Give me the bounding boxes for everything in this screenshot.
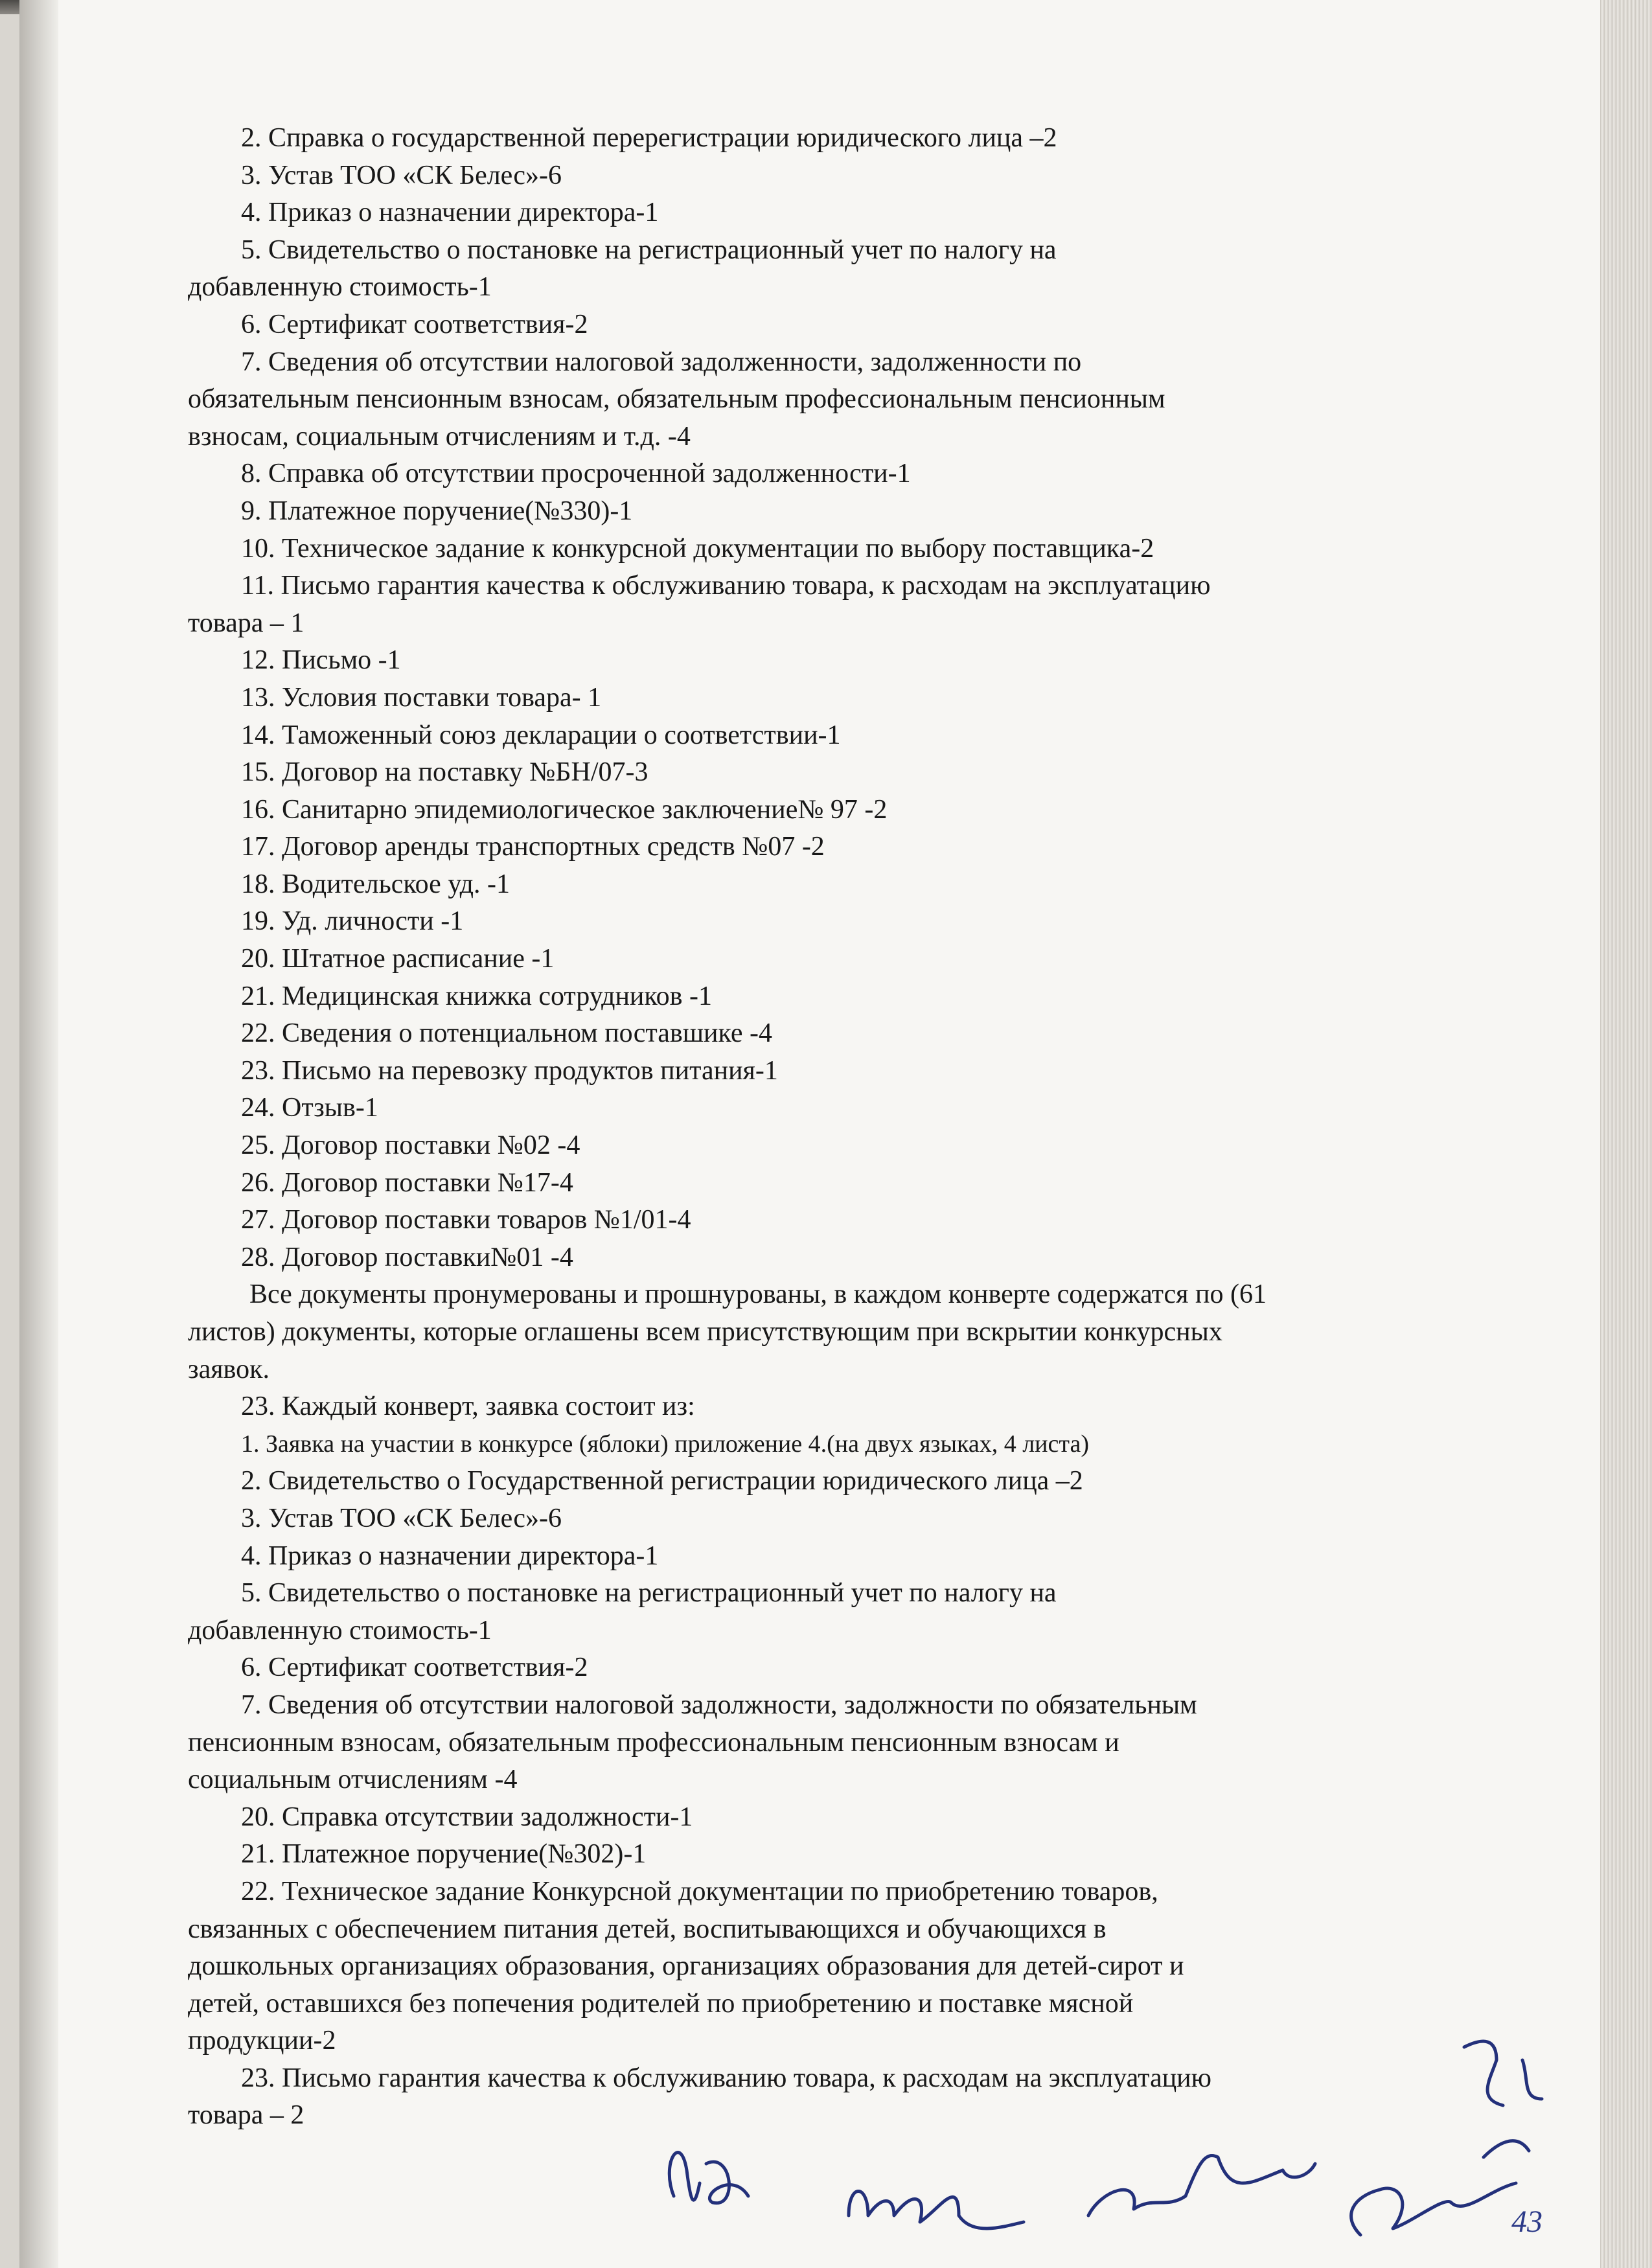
document-line: пенсионным взносам, обязательным профессиональным пенсионным взносам и bbox=[188, 1727, 1119, 1758]
document-line: связанных с обеспечением питания детей, воспитывающихся и обучающихся в bbox=[188, 1914, 1107, 1944]
document-line: 28. Договор поставки№01 -4 bbox=[241, 1242, 573, 1272]
document-line: 21. Медицинская книжка сотрудников -1 bbox=[241, 981, 712, 1011]
document-line: 22. Техническое задание Конкурсной документации по приобретению товаров, bbox=[241, 1876, 1158, 1907]
document-line: детей, оставшихся без попечения родителей по приобретению и поставке мясной bbox=[188, 1988, 1134, 2019]
signature-5 bbox=[1464, 2041, 1542, 2105]
document-line: товара – 2 bbox=[188, 2100, 304, 2131]
document-line: 12. Письмо -1 bbox=[241, 645, 401, 676]
document-line: 6. Сертификат соответствия-2 bbox=[241, 1653, 588, 1683]
document-line: 3. Устав ТОО «СК Белес»-6 bbox=[241, 1503, 562, 1533]
document-line: 9. Платежное поручение(№330)-1 bbox=[241, 496, 633, 526]
binding-shadow bbox=[19, 0, 58, 2268]
document-line: 15. Договор на поставку №БН/07-3 bbox=[241, 757, 648, 788]
document-line: обязательным пенсионным взносам, обязательным профессиональным пенсионным bbox=[188, 384, 1165, 415]
document-line: 5. Свидетельство о постановке на регистрационный учет по налогу на bbox=[241, 1578, 1057, 1609]
document-line: 26. Договор поставки №17-4 bbox=[241, 1167, 573, 1198]
document-line: 27. Договор поставки товаров №1/01-4 bbox=[241, 1205, 691, 1235]
document-line: 8. Справка об отсутствии просроченной задолженности-1 bbox=[241, 459, 911, 489]
document-line: 4. Приказ о назначении директора-1 bbox=[241, 1541, 659, 1571]
document-line: 23. Письмо гарантия качества к обслуживанию товара, к расходам на эксплуатацию bbox=[241, 2063, 1212, 2093]
document-body bbox=[188, 120, 1497, 2135]
document-line: 1. Заявка на участии в конкурсе (яблоки) приложение 4.(на двух языках, 4 листа) bbox=[241, 1430, 1089, 1458]
document-line: заявок. bbox=[188, 1354, 270, 1384]
document-line: 7. Сведения об отсутствии налоговой задолжности, задолжности по обязательным bbox=[241, 1690, 1197, 1720]
document-line: 21. Платежное поручение(№302)-1 bbox=[241, 1839, 647, 1870]
document-line: 16. Санитарно эпидемиологическое заключение№ 97 -2 bbox=[241, 794, 888, 825]
document-line: 22. Сведения о потенциальном поставшике -4 bbox=[241, 1018, 773, 1049]
document-line: 3. Устав ТОО «СК Белес»-6 bbox=[241, 160, 562, 190]
document-line: 2. Свидетельство о Государственной регистрации юридического лица –2 bbox=[241, 1466, 1083, 1496]
document-line: 5. Свидетельство о постановке на регистрационный учет по налогу на bbox=[241, 235, 1057, 265]
document-line: Все документы пронумерованы и прошнурованы, в каждом конверте содержатся по (61 bbox=[249, 1279, 1267, 1310]
document-line: взносам, социальным отчислениям и т.д. -4 bbox=[188, 421, 691, 452]
document-line: 11. Письмо гарантия качества к обслуживанию товара, к расходам на эксплуатацию bbox=[241, 571, 1211, 601]
document-line: 24. Отзыв-1 bbox=[241, 1093, 378, 1123]
document-line: 25. Договор поставки №02 -4 bbox=[241, 1130, 580, 1161]
signature-1 bbox=[669, 2153, 748, 2203]
document-line: товара – 1 bbox=[188, 608, 304, 638]
document-line: добавленную стоимость-1 bbox=[188, 272, 492, 303]
stacked-pages-edge bbox=[1600, 0, 1652, 2268]
document-line: социальным отчислениям -4 bbox=[188, 1765, 518, 1795]
signatures bbox=[635, 2002, 1607, 2261]
document-line: продукции-2 bbox=[188, 2026, 336, 2056]
document-line: 10. Техническое задание к конкурсной документации по выбору поставщика-2 bbox=[241, 533, 1154, 564]
document-line: 18. Водительское уд. -1 bbox=[241, 869, 511, 899]
page-number: 43 bbox=[1511, 2205, 1543, 2239]
signature-2 bbox=[849, 2192, 1024, 2229]
document-line: 20. Справка отсутствии задолжности-1 bbox=[241, 1802, 693, 1832]
document-line: 13. Условия поставки товара- 1 bbox=[241, 682, 602, 713]
signature-3 bbox=[1088, 2156, 1315, 2216]
document-line: 23. Каждый конверт, заявка состоит из: bbox=[241, 1392, 695, 1422]
document-line: листов) документы, которые оглашены всем присутствующим при вскрытии конкурсных bbox=[188, 1317, 1222, 1347]
document-line: добавленную стоимость-1 bbox=[188, 1615, 492, 1645]
document-line: 19. Уд. личности -1 bbox=[241, 906, 464, 937]
document-line: 2. Справка о государственной перерегистрации юридического лица –2 bbox=[241, 123, 1057, 153]
document-line: 7. Сведения об отсутствии налоговой задолженности, задолженности по bbox=[241, 347, 1082, 377]
document-line: дошкольных организациях образования, организациях образования для детей-сирот и bbox=[188, 1951, 1184, 1982]
document-line: 23. Письмо на перевозку продуктов питания-1 bbox=[241, 1055, 778, 1086]
document-line: 6. Сертификат соответствия-2 bbox=[241, 309, 588, 339]
document-line: 17. Договор аренды транспортных средств №07 -2 bbox=[241, 832, 825, 862]
document-line: 20. Штатное расписание -1 bbox=[241, 944, 555, 974]
document-line: 14. Таможенный союз декларации о соответствии-1 bbox=[241, 720, 841, 750]
document-line: 4. Приказ о назначении директора-1 bbox=[241, 198, 659, 228]
signature-4 bbox=[1351, 2141, 1529, 2235]
